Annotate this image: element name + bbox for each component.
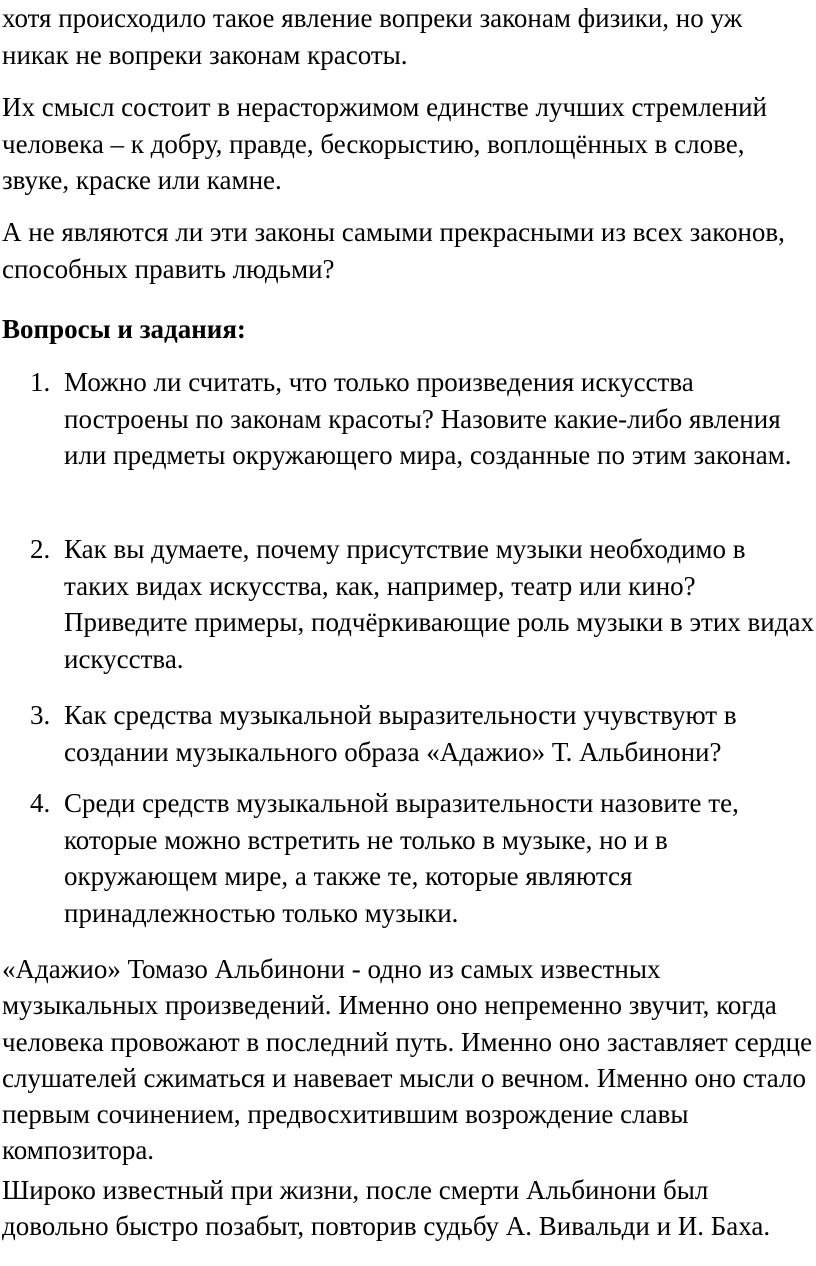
question-number: 4. xyxy=(30,788,51,818)
paragraph-intro-2: Их смысл состоит в нерасторжимом единстве лучших стремлений человека – к добру, правде, бескорыстию, воплощённых в слове, звуке, краске или камне. xyxy=(2,92,768,195)
paragraph-intro-3: А не являются ли эти законы самыми прекрасными из всех законов, способных править людьми? xyxy=(2,217,785,284)
paragraph-adagio: «Адажио» Томазо Альбинони - одно из самых известных музыкальных произведений. Именно оно непременно звучит, когда человека провожают в последний путь. Именно оно заставляет сердце слушателей сжиматься и навевает мысли о вечном. Именно оно стало первым сочинением, предвосхитившим возрождение славы композитора. xyxy=(2,954,813,1166)
question-number: 1. xyxy=(30,367,51,397)
question-number: 2. xyxy=(30,534,51,564)
question-text: Как средства музыкальной выразительности учувствуют в создании музыкального образа «Адажио» Т. Альбинони? xyxy=(64,700,737,767)
paragraph-intro-1: хотя происходило такое явление вопреки законам физики, но уж никак не вопреки законам красоты. xyxy=(2,3,743,70)
question-number: 3. xyxy=(30,700,51,730)
question-text: Среди средств музыкальной выразительности назовите те, которые можно встретить не только в музыке, но и в окружающем мире, а также те, которые являются принадлежностью только музыки. xyxy=(64,788,739,928)
paragraph-albinoni-fate: Широко известный при жизни, после смерти Альбинони был довольно быстро позабыт, повторив судьбу А. Вивальди и И. Баха. xyxy=(2,1175,771,1242)
question-text: Как вы думаете, почему присутствие музыки необходимо в таких видах искусства, как, например, театр или кино? Приведите примеры, подчёркивающие роль музыки в этих видах искусства. xyxy=(64,534,814,674)
questions-heading: Вопросы и задания: xyxy=(2,314,246,344)
question-text: Можно ли считать, что только произведения искусства построены по законам красоты? Назовите какие-либо явления или предметы окружающего мира, созданные по этим законам. xyxy=(64,367,792,470)
